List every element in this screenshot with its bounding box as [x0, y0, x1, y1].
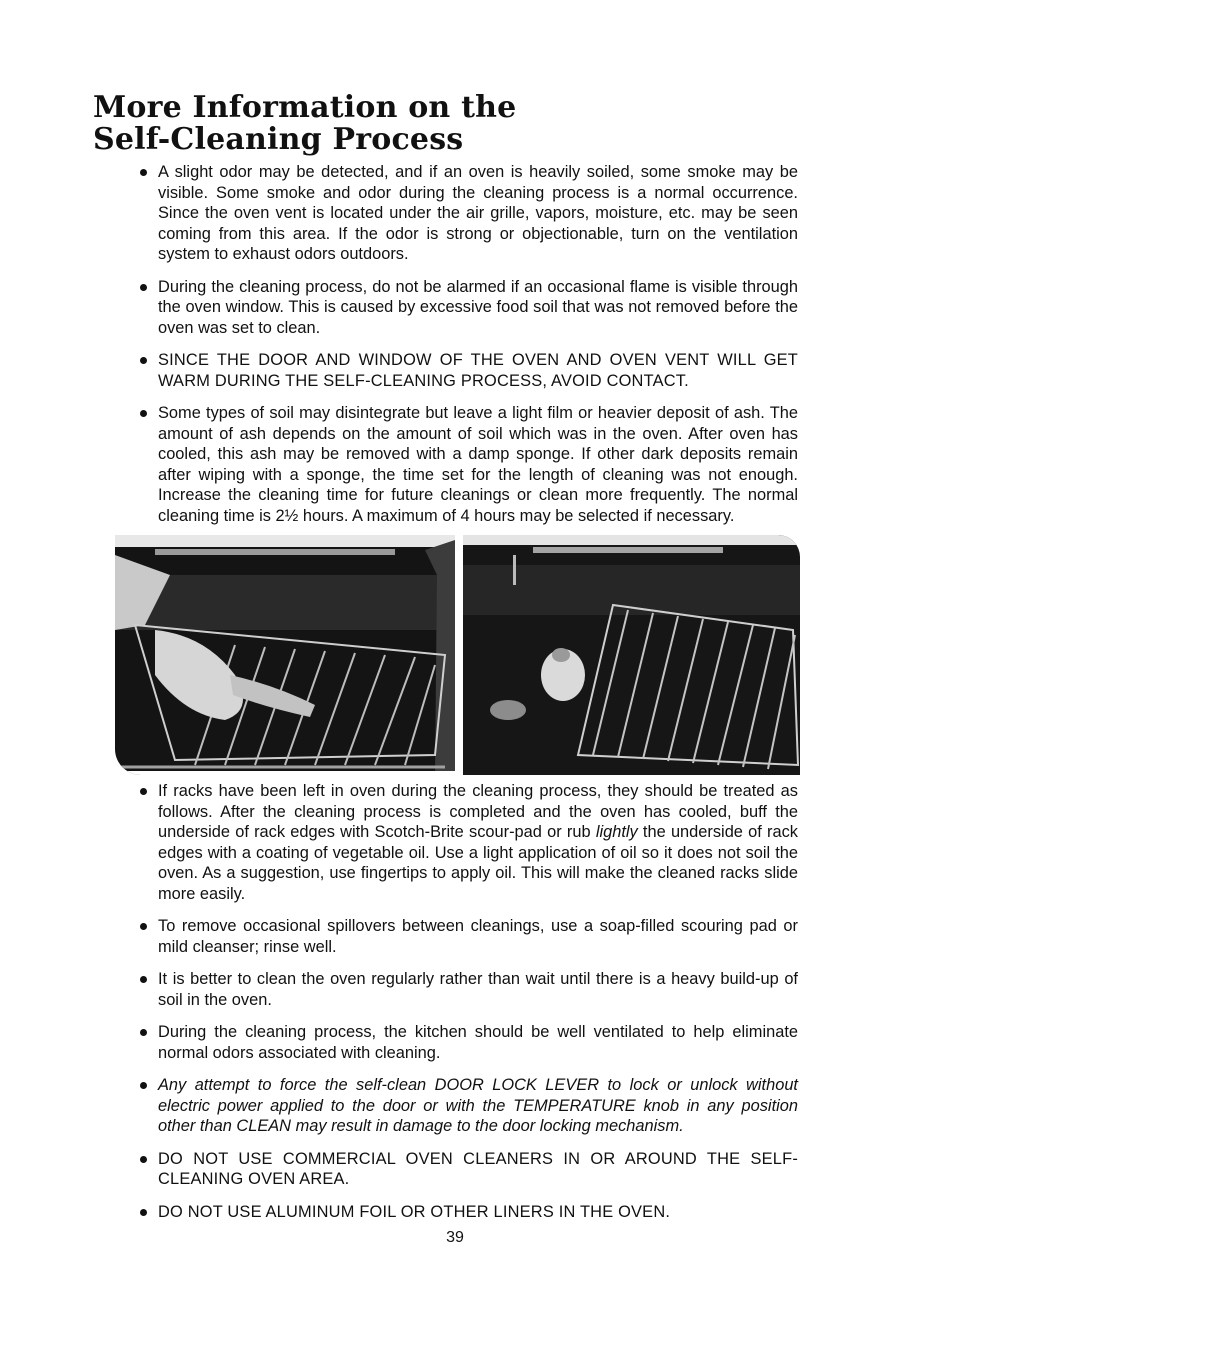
photo-oiling-rack-image — [463, 535, 800, 775]
bullet-no-foil: DO NOT USE ALUMINUM FOIL OR OTHER LINERS IN THE OVEN. — [138, 1202, 798, 1223]
rack-photos — [115, 535, 800, 775]
page-number: 39 — [446, 1229, 464, 1246]
bullet-list-top — [138, 162, 798, 538]
photo-buffing-rack — [115, 535, 455, 775]
bullet-list-bottom — [138, 781, 798, 1234]
bullet-regular-cleaning: It is better to clean the oven regularly rather than wait until there is a heavy build-up of soil in the oven. — [138, 969, 798, 1010]
bullet-ventilation: During the cleaning process, the kitchen should be well ventilated to help eliminate normal odors associated with cleaning. — [138, 1022, 798, 1063]
title-line-2: Self-Cleaning Process — [93, 122, 464, 157]
bullet-ash: Some types of soil may disintegrate but leave a light film or heavier deposit of ash. The amount of ash depends on the amount of soil which was in the oven. After oven has cooled, this ash may be removed with a damp sponge. If other dark deposits remain after wiping with a sponge, the time set for the length of cleaning was not enough. Increase the cleaning time for future cleanings or clean more frequently. The normal cleaning time is 2½ hours. A maximum of 4 hours may be selected if necessary. — [138, 403, 798, 526]
bullet-flame: During the cleaning process, do not be alarmed if an occasional flame is visible through the oven window. This is caused by excessive food soil that was not removed before the oven was set to clean. — [138, 277, 798, 339]
photo-oiling-rack — [463, 535, 800, 775]
bullet-racks-text-2: the underside of rack edges with a coating of vegetable oil. Use a light application of oil so it does not soil the oven. As a suggestion, use fingertips to apply oil. This will make the cleaned racks slide more easily. — [158, 823, 798, 903]
bullet-racks-text-1: If racks have been left in oven during the cleaning process, they should be treated as follows. After the cleaning process is completed and the oven has cooled, buff the underside of rack edges with Scotch-Brite scour-pad or rub — [158, 782, 798, 841]
bullet-racks-emphasis: lightly — [595, 823, 638, 841]
title-line-1: More Information on the — [93, 90, 517, 125]
bullet-racks — [138, 781, 798, 904]
bullet-door-lock-warning: Any attempt to force the self-clean DOOR LOCK LEVER to lock or unlock without electric power applied to the door or with the TEMPERATURE knob in any position other than CLEAN may result in damage to the door locking mechanism. — [138, 1075, 798, 1137]
bullet-odor: A slight odor may be detected, and if an oven is heavily soiled, some smoke may be visible. Some smoke and odor during the cleaning process is a normal occurrence. Since the oven vent is located under the air grille, vapors, moisture, etc. may be seen coming from this area. If the odor is strong or objectionable, turn on the ventilation system to exhaust odors outdoors. — [138, 162, 798, 265]
photo-buffing-rack-image — [115, 535, 455, 775]
bullet-no-oven-cleaners: DO NOT USE COMMERCIAL OVEN CLEANERS IN OR AROUND THE SELF-CLEANING OVEN AREA. — [138, 1149, 798, 1190]
page-title — [93, 92, 516, 156]
bullet-spillovers: To remove occasional spillovers between cleanings, use a soap-filled scouring pad or mild cleanser; rinse well. — [138, 916, 798, 957]
bullet-avoid-contact: SINCE THE DOOR AND WINDOW OF THE OVEN AND OVEN VENT WILL GET WARM DURING THE SELF-CLEANING PROCESS, AVOID CONTACT. — [138, 350, 798, 391]
